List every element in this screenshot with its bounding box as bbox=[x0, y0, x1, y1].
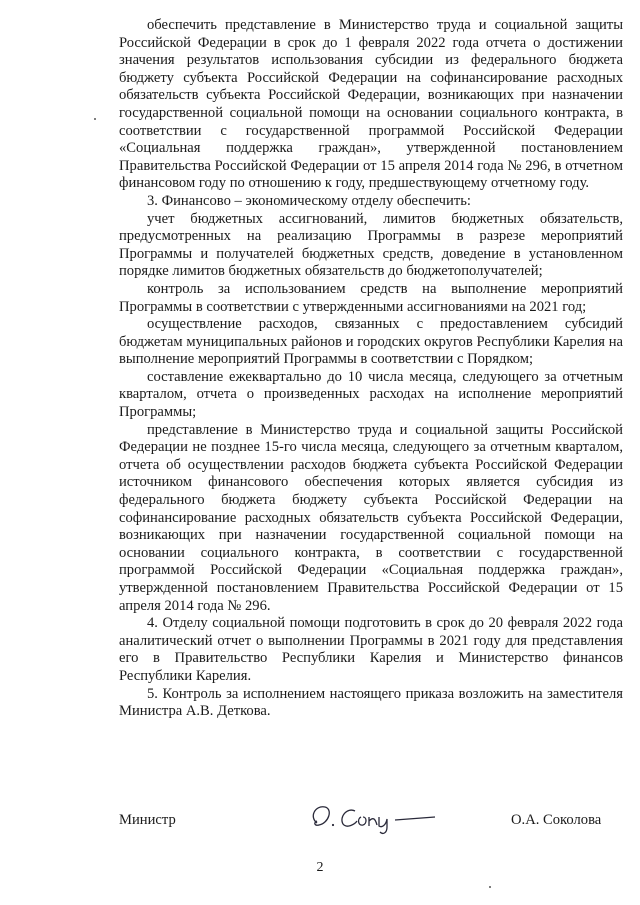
document-body bbox=[119, 17, 623, 721]
paragraph-report-obligation: обеспечить представление в Министерство труда и социальной защиты Российской Федерации в срок до 1 февраля 2022 года отчета о достижении значения результатов использования субсидии из федерального бюджета бюджету субъекта Российской Федерации на софинансирование расходных обязательств субъекта Российской Федерации, возникающих при назначении государственной социальной помощи на основании социального контракта, в соответствии с государственной программой Российской Федерации «Социальная поддержка граждан», утвержденной постановлением Правительства Российской Федерации от 15 апреля 2014 года № 296, в отчетном финансовом году по отношению к году, предшествующему отчетному году. bbox=[119, 17, 623, 192]
scan-speck bbox=[489, 886, 491, 888]
paragraph-expenditure: осуществление расходов, связанных с предоставлением субсидий бюджетам муниципальных районов и городских округов Республики Карелия на выполнение мероприятий Программы в соответствии с Порядком; bbox=[119, 316, 623, 368]
paragraph-quarterly-report: составление ежеквартально до 10 числа месяца, следующего за отчетным кварталом, отчета о произведенных расходах на исполнение мероприятий Программы; bbox=[119, 368, 623, 421]
paragraph-item-5: 5. Контроль за исполнением настоящего приказа возложить на заместителя Министра А.В. Деткова. bbox=[119, 685, 623, 720]
paragraph-item-3-heading: 3. Финансово – экономическому отделу обеспечить: bbox=[147, 192, 471, 209]
paragraph-usage-control: контроль за использованием средств на выполнение мероприятий Программы в соответствии с утвержденными ассигнованиями на 2021 год; bbox=[119, 280, 623, 315]
paragraph-ministry-report: представление в Министерство труда и социальной защиты Российской Федерации не позднее 15-го числа месяца, следующего за отчетным кварталом, отчета об осуществлении расходов бюджета субъекта Российской Федерации источником финансового обеспечения которых является субсидия из федерального бюджета бюджету субъекта Российской Федерации на софинансирование расходных обязательств субъекта Российской Федерации, возникающих при назначении государственной социальной помощи на основании социального контракта, в соответствии с государственной программой Российской Федерации «Социальная поддержка граждан», утвержденной постановлением Правительства Российской Федерации от 15 апреля 2014 года № 296. bbox=[119, 421, 623, 614]
signatory-title: Министр bbox=[119, 812, 176, 828]
paragraph-budget-accounting: учет бюджетных ассигнований, лимитов бюджетных обязательств, предусмотренных на реализацию Программы в разрезе мероприятий Программы и получателей бюджетных средств, доведение в установленном порядке лимитов бюджетных обязательств до бюджетополучателей; bbox=[119, 210, 623, 280]
handwritten-signature bbox=[303, 797, 443, 837]
scan-speck bbox=[94, 118, 96, 120]
page-number: 2 bbox=[316, 860, 324, 875]
signatory-name: О.А. Соколова bbox=[511, 812, 602, 828]
paragraph-item-4: 4. Отделу социальной помощи подготовить в срок до 20 февраля 2022 года аналитический отчет о выполнении Программы в 2021 году для представления его в Правительство Республики Карелия и Министерство финансов Республики Карелия. bbox=[119, 615, 623, 684]
